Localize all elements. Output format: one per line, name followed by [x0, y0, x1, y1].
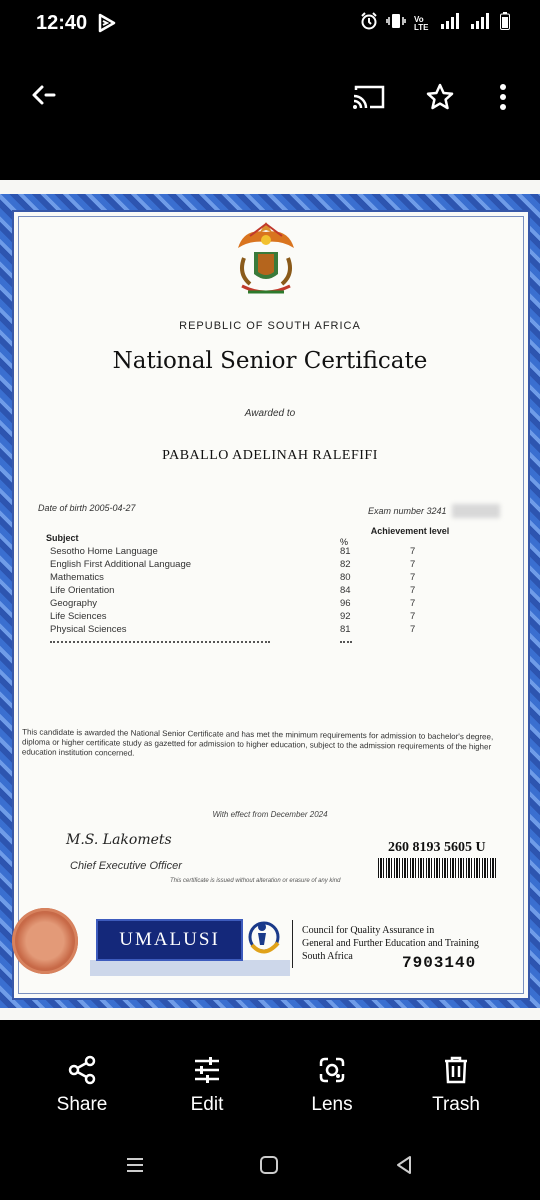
recents-icon[interactable]: [125, 1156, 145, 1179]
battery-icon: [500, 12, 510, 35]
result-row: [50, 598, 430, 611]
council-line: General and Further Education and Training: [302, 938, 479, 949]
candidate-name: PABALLO ADELINAH RALEFIFI: [162, 448, 378, 463]
award-conditions: This candidate is awarded the National Senior Certificate and has met the minimum requirements for admission to bachelor's degree, diploma or higher certificate study as gazetted for admission to higher education, subject to the admission requirements of the higher education institution concerned.: [21, 727, 494, 758]
redacted-exam-digits: [452, 504, 500, 518]
result-row: [50, 546, 430, 559]
subject-name: English First Additional Language: [50, 559, 192, 570]
subject-name: Sesotho Home Language: [50, 546, 158, 557]
nav-back-icon[interactable]: [394, 1155, 414, 1180]
subject-name: Life Sciences: [50, 611, 107, 622]
viewer-toolbar: [0, 70, 540, 120]
awarded-to-label: Awarded to: [244, 408, 296, 419]
embossed-seal: [12, 908, 78, 974]
trash-icon: [411, 1052, 501, 1088]
result-row: [50, 611, 430, 624]
certificate-number: 260 8193 5605 U: [388, 840, 486, 855]
subject-name: Mathematics: [50, 572, 104, 583]
signal-icon-1: [440, 13, 462, 34]
fine-print: This certificate is issued without alteration or erasure of any kind: [170, 878, 341, 884]
edit-label: Edit: [190, 1094, 224, 1115]
subject-name: Physical Sciences: [50, 624, 127, 635]
share-button[interactable]: [37, 1052, 127, 1116]
subject-level: 7: [410, 546, 416, 557]
subject-name: Life Orientation: [50, 585, 115, 596]
certificate-title: National Senior Certificate: [112, 348, 428, 374]
subject-level: 7: [410, 585, 416, 596]
signal-icon-2: [470, 13, 492, 34]
status-bar: [0, 0, 540, 48]
subject-level: 7: [410, 559, 416, 570]
lens-icon: [287, 1052, 377, 1088]
serial-number: 7903140: [402, 954, 477, 972]
logo-divider: [292, 920, 293, 968]
council-line: South Africa: [302, 951, 353, 962]
trash-button[interactable]: [411, 1052, 501, 1116]
subject-percent: 82: [340, 559, 351, 570]
subject-percent: 81: [340, 546, 351, 557]
subject-level: 7: [410, 572, 416, 583]
photo-actions: [0, 1052, 540, 1122]
result-row: [50, 572, 430, 585]
subject-level: 7: [410, 611, 416, 622]
achievement-level-header: Achievement level: [370, 526, 450, 536]
cast-icon[interactable]: [352, 84, 386, 115]
result-row: [50, 559, 430, 572]
subject-percent: 84: [340, 585, 351, 596]
more-vert-icon[interactable]: [498, 82, 508, 117]
lens-button[interactable]: [287, 1052, 377, 1116]
date-of-birth: Date of birth 2005-04-27: [38, 503, 136, 513]
subject-header: Subject: [46, 533, 79, 543]
subject-level: 7: [410, 624, 416, 635]
country-name: REPUBLIC OF SOUTH AFRICA: [179, 320, 361, 332]
screen-cast-icon: [98, 13, 116, 38]
result-row: [50, 585, 430, 598]
certificate-photo[interactable]: [0, 180, 540, 1020]
percent-header: %: [340, 537, 349, 547]
subject-level: 7: [410, 598, 416, 609]
system-nav-bar: [0, 1150, 540, 1180]
tune-icon: [162, 1052, 252, 1088]
lens-label: Lens: [311, 1094, 353, 1115]
trash-label: Trash: [432, 1094, 480, 1115]
alarm-icon: [360, 12, 378, 35]
subject-percent: 96: [340, 598, 351, 609]
exam-number: Exam number 3241: [368, 506, 447, 516]
table-end-dots-percent: [340, 641, 352, 645]
table-end-dots: [50, 641, 270, 645]
subject-percent: 81: [340, 624, 351, 635]
effective-date: With effect from December 2024: [212, 810, 328, 819]
status-icons: [360, 12, 510, 35]
subject-name: Geography: [50, 598, 98, 609]
coat-of-arms-logo: [230, 218, 302, 300]
signatory-title: Chief Executive Officer: [70, 860, 182, 872]
subject-percent: 92: [340, 611, 351, 622]
umalusi-emblem-icon: [244, 915, 284, 961]
back-arrow-icon[interactable]: [30, 84, 56, 111]
council-name: [302, 924, 479, 972]
vibrate-icon: [386, 12, 406, 35]
home-icon[interactable]: [259, 1155, 279, 1180]
result-row: [50, 624, 430, 637]
ceo-signature: M.S. Lakomets: [66, 832, 172, 848]
watermark-strip: [90, 960, 290, 976]
star-icon[interactable]: [425, 82, 455, 117]
umalusi-logo: UMALUSI: [96, 919, 243, 961]
share-label: Share: [56, 1094, 108, 1115]
share-icon: [37, 1052, 127, 1088]
barcode: [378, 858, 496, 878]
volte-icon: Vo LTE: [414, 14, 429, 32]
edit-button[interactable]: [162, 1052, 252, 1116]
council-line: Council for Quality Assurance in: [302, 925, 435, 936]
status-time: 12:40: [36, 12, 88, 34]
subject-percent: 80: [340, 572, 351, 583]
results-table: [50, 546, 430, 637]
